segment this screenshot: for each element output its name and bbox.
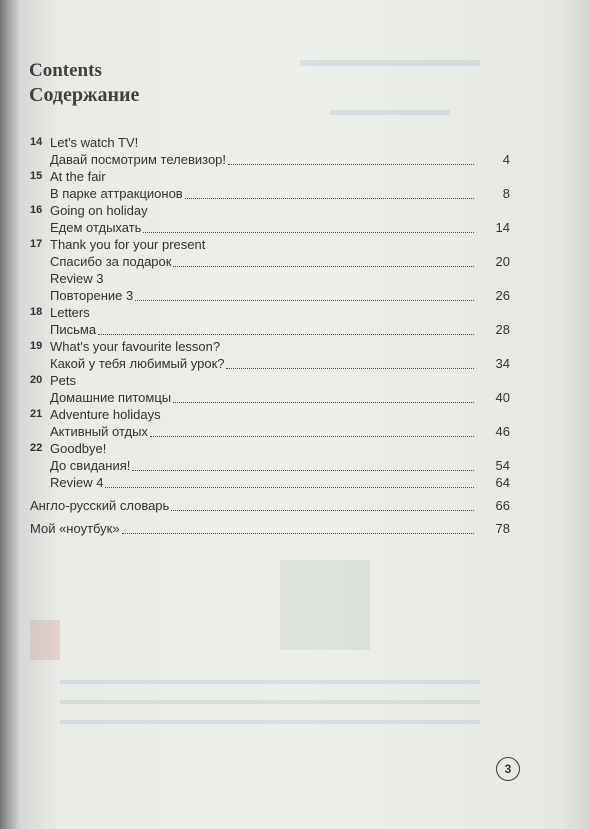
toc-page-number: 46 [495,424,510,439]
unit-number: 18 [30,306,43,318]
unit-number: 16 [30,204,43,216]
toc-page-number: 54 [495,458,510,473]
toc-unit [30,406,510,440]
unit-title-en: Letters [50,305,90,320]
dot-leader [228,154,474,165]
toc-leader [50,355,480,372]
toc-extra-line [30,497,510,514]
toc-page-number: 4 [502,152,510,167]
toc-leader [50,389,480,406]
toc-leader [50,287,480,304]
toc-unit-heading [30,406,510,423]
toc-page-number: 66 [495,498,510,513]
toc-unit [30,304,510,338]
contents-heading-en: Contents [29,60,102,81]
toc-line [30,253,510,270]
toc-line-title: Какой у тебя любимый урок? [50,356,225,371]
toc-line-title: Письма [50,322,97,337]
toc-leader [50,253,480,270]
toc-page-number: 8 [502,186,510,201]
dot-leader [226,358,474,369]
toc-page-number: 40 [495,390,510,405]
toc-line [30,321,510,338]
dot-leader [105,477,474,488]
toc-line [30,270,510,287]
toc-page-number: 14 [495,220,510,235]
unit-title-en: Adventure holidays [50,407,161,422]
toc-page-number: 78 [495,521,510,536]
toc-line-title: Review 3 [50,271,104,286]
dot-leader [135,290,474,301]
toc-unit-heading [30,372,510,389]
toc-line [30,389,510,406]
toc-line-title: Повторение 3 [50,288,134,303]
unit-number: 22 [30,442,43,454]
dot-leader [173,392,474,403]
toc-line [30,185,510,202]
toc-page-number: 64 [495,475,510,490]
toc-unit-heading [30,440,510,457]
toc-line-title: Review 4 [50,475,104,490]
toc-leader [30,497,480,514]
toc-unit [30,202,510,236]
toc-line [30,457,510,474]
page-number-badge: 3 [496,757,520,781]
toc-line-title: Мой «ноутбук» [30,521,120,536]
toc-line-title: Англо-русский словарь [30,498,170,513]
toc-line [30,287,510,304]
toc-leader [50,423,480,440]
toc-unit-heading [30,338,510,355]
unit-title-en: Thank you for your present [50,237,206,252]
toc-leader [50,474,480,491]
toc-leader [50,219,480,236]
toc-unit [30,372,510,406]
dot-leader [132,460,474,471]
unit-title-en: At the fair [50,169,106,184]
toc-leader [50,270,480,287]
toc-unit-heading [30,168,510,185]
toc-line [30,423,510,440]
toc-page-number: 20 [495,254,510,269]
toc-leader [50,151,480,168]
toc-line-title: Едем отдыхать [50,220,142,235]
toc-page-number: 28 [495,322,510,337]
toc-page-number: 26 [495,288,510,303]
toc-line [30,474,510,491]
toc-unit [30,338,510,372]
toc-unit-heading [30,236,510,253]
dot-leader [171,500,474,511]
unit-title-en: Going on holiday [50,203,148,218]
toc-line [30,151,510,168]
dot-leader [122,523,474,534]
unit-title-en: Let's watch TV! [50,135,139,150]
toc-line-title: Активный отдых [50,424,148,439]
toc-page-number: 34 [495,356,510,371]
toc-extra-line [30,520,510,537]
unit-number: 17 [30,238,43,250]
dot-leader [150,426,474,437]
table-of-contents [30,134,510,537]
unit-number: 21 [30,408,43,420]
toc-line-title: Спасибо за подарок [50,254,172,269]
toc-unit [30,236,510,304]
toc-unit [30,440,510,491]
unit-number: 14 [30,136,43,148]
dot-leader [98,324,474,335]
dot-leader [173,256,474,267]
toc-line [30,355,510,372]
dot-leader [185,188,474,199]
toc-line-title: До свидания! [50,458,131,473]
unit-number: 15 [30,170,43,182]
toc-leader [50,457,480,474]
toc-unit [30,134,510,168]
toc-unit-heading [30,202,510,219]
dot-leader [143,222,474,233]
toc-leader [30,520,480,537]
toc-line-title: Домашние питомцы [50,390,172,405]
toc-line-title: Давай посмотрим телевизор! [50,152,227,167]
toc-line [30,219,510,236]
unit-number: 20 [30,374,43,386]
unit-number: 19 [30,340,43,352]
toc-leader [50,321,480,338]
toc-unit-heading [30,304,510,321]
unit-title-en: Goodbye! [50,441,107,456]
toc-unit-heading [30,134,510,151]
unit-title-en: What's your favourite lesson? [50,339,221,354]
toc-leader [50,185,480,202]
unit-title-en: Pets [50,373,77,388]
toc-line-title: В парке аттракционов [50,186,183,201]
contents-heading-ru: Содержание [29,84,140,106]
toc-unit [30,168,510,202]
